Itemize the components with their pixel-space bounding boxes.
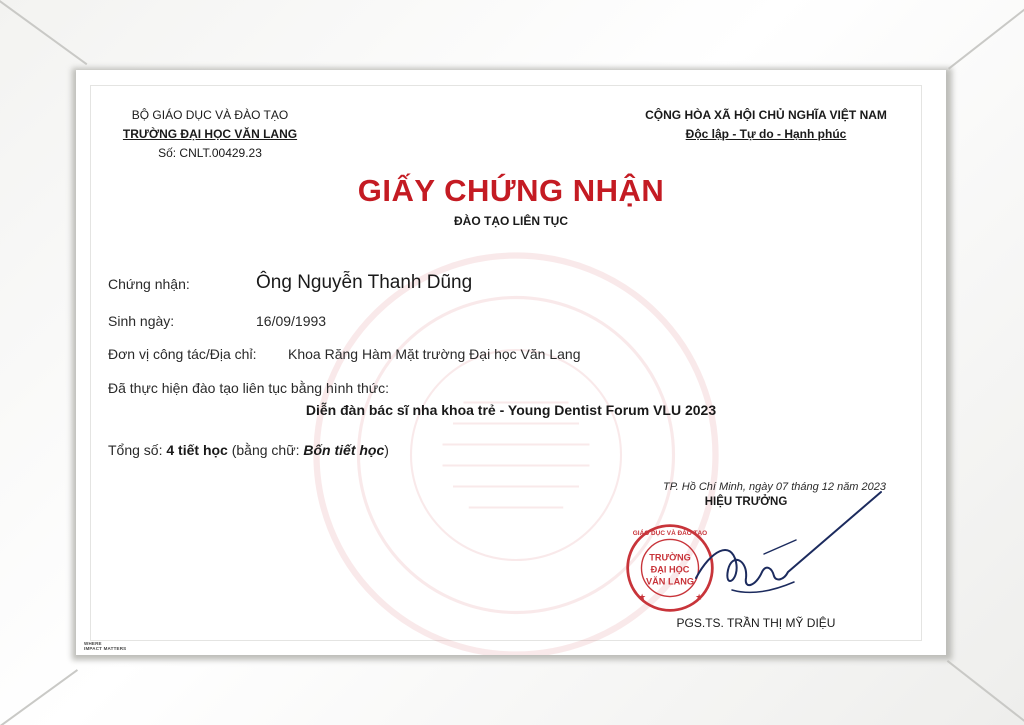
certificate-subtitle: ĐÀO TẠO LIÊN TỤC [454,214,568,228]
svg-text:★: ★ [638,592,646,602]
total-label: Tổng số: [108,442,163,458]
total-words-prefix: (bằng chữ: [231,442,300,458]
footer-logo-line-1: WHERE [84,641,102,646]
footer-logo [84,641,126,651]
total-words-suffix: ) [384,442,389,458]
dob-label: Sinh ngày: [108,313,175,329]
seal-line-1: TRƯỜNG [649,552,691,563]
svg-text:★: ★ [695,592,703,602]
workplace-label: Đơn vị công tác/Địa chỉ: [108,346,257,362]
certify-label: Chứng nhận: [108,276,190,292]
workplace-value: Khoa Răng Hàm Mặt trường Đại học Văn Lang [288,346,581,362]
university-name: TRƯỜNG ĐẠI HỌC VĂN LANG [122,127,298,141]
place-date: TP. Hồ Chí Minh, ngày 07 tháng 12 năm 2023 [663,481,886,493]
seal-line-3: VĂN LANG [646,576,694,587]
ministry-name: BỘ GIÁO DỤC VÀ ĐÀO TẠO [131,108,289,122]
dob-value: 16/09/1993 [256,313,327,329]
certificate-number: Số: CNLT.00429.23 [158,146,262,160]
total-line [108,442,389,458]
country-name: CỘNG HÒA XÃ HỘI CHỦ NGHĨA VIỆT NAM [645,108,887,122]
signer-role: HIỆU TRƯỞNG [704,496,788,508]
signature-mark [676,490,886,610]
seal-ring-text: GIÁO DỤC VÀ ĐÀO TẠO [632,529,708,537]
training-label: Đã thực hiện đào tạo liên tục bằng hình thức: [108,380,390,396]
certificate-title: GIẤY CHỨNG NHẬN [357,173,665,208]
seal-line-2: ĐẠI HỌC [650,564,690,575]
total-value: 4 tiết học [166,442,228,458]
header-right [636,106,896,144]
recipient-name: Ông Nguyễn Thanh Dũng [256,272,473,293]
footer-logo-line-2: IMPACT MATTERS [84,646,127,651]
total-in-words: Bốn tiết học [303,442,385,458]
program-name: Diễn đàn bác sĩ nha khoa trẻ - Young Dentist Forum VLU 2023 [305,402,717,418]
certificate-paper [76,70,946,655]
national-motto: Độc lập - Tự do - Hạnh phúc [685,127,847,141]
header-left [100,106,320,163]
signer-name: PGS.TS. TRẦN THỊ MỸ DIỆU [676,616,836,630]
